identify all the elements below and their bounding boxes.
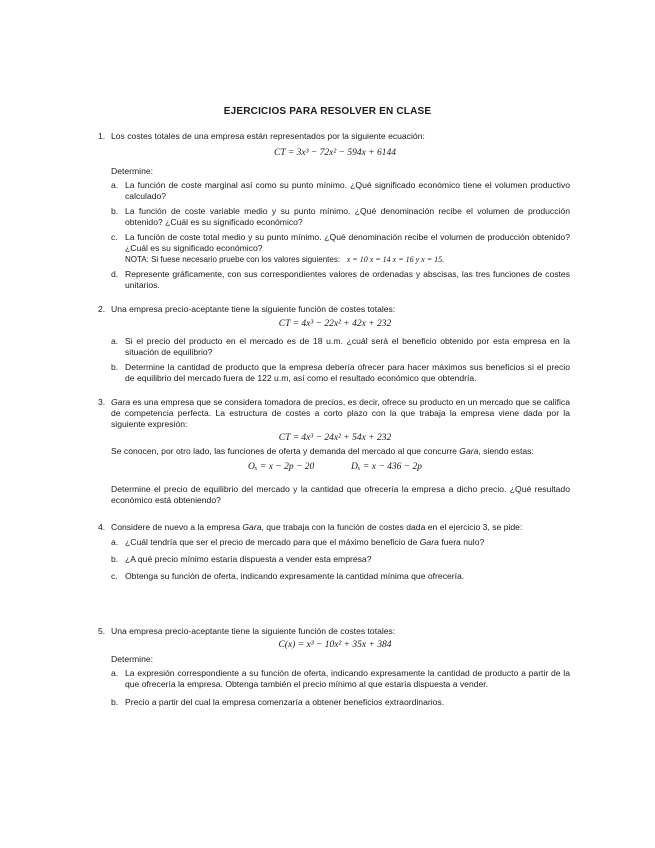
question-item [100,554,570,565]
item-text: Represente gráficamente, con sus correspondientes valores de ordenadas y abscisas, las tres funciones de costes unitarios. [125,269,570,290]
item-text: ¿A qué precio mínimo estaría dispuesta a vender esta empresa? [125,554,372,564]
company-name: Gara [242,522,262,532]
market-text-part: , siendo estas: [478,446,534,456]
question-item [100,232,570,265]
item-letter: b. [111,554,119,564]
item-text: ¿Cuál tendría que ser el precio de mercado para que el máximo beneficio de [125,537,420,547]
exercise-number: 5. [98,626,106,636]
item-text: La función de coste variable medio y su punto mínimo. ¿Qué denominación recibe el volumen de producción obtenido? ¿Cuál es su significado económico? [125,206,570,227]
question-item [100,537,570,548]
determine-label: Determine: [111,654,154,664]
exercise-statement: , que trabaja con la función de costes dada en el ejercicio 3, se pide: [261,522,523,532]
company-name: Gara [111,397,131,407]
question-item [100,571,570,582]
item-text: La función de coste marginal así como su punto mínimo. ¿Qué significado económico tiene el volumen productivo calculado? [125,180,570,201]
cost-equation: C(x) = x³ − 10x² + 35x + 384 [278,640,392,650]
question-item [100,697,570,708]
market-text-part: Se conocen, por otro lado, las funciones de oferta y demanda del mercado al que concurre [111,446,460,456]
item-text: La expresión correspondiente a su función de oferta, indicando expresamente la cantidad de producto a partir de la que ofrecería la empresa. Obtenga también el precio mínimo al que estaría dispuesta a vender. [125,668,570,689]
item-letter: c. [111,571,118,581]
question-list [100,537,570,582]
item-text: La función de coste total medio y su punto mínimo. ¿Qué denominación recibe el volumen de producción obtenido? ¿Cuál es su significado económico? [125,232,570,253]
item-letter: a. [111,336,119,346]
note-values: x = 10 x = 14 x = 16 y x = 15. [346,255,445,264]
exercise-statement: Los costes totales de una empresa están representados por la siguiente ecuación: [111,131,425,141]
demand-equation: Dₓ = x − 436 − 2p [351,462,423,472]
page-title: EJERCICIOS PARA RESOLVER EN CLASE [223,106,432,117]
item-text: Precio a partir del cual la empresa comenzaría a obtener beneficios extraordinarios. [125,697,445,707]
exercise-2 [100,304,570,388]
item-text: fuera nulo? [438,537,485,547]
exercise-number: 3. [98,397,106,407]
cost-equation: CT = 4x³ − 22x² + 42x + 232 [278,319,392,329]
question-item [100,668,570,690]
item-letter: a. [111,537,119,547]
question-list [100,336,570,384]
item-letter: a. [111,668,119,678]
item-letter: c. [111,232,118,242]
company-name: Gara [459,446,479,456]
question-item [100,180,570,202]
question-list [100,668,570,708]
supply-equation: Oₓ = x − 2p − 20 [247,462,315,472]
item-letter: b. [111,362,119,372]
cost-equation: CT = 4x³ − 24x² + 54x + 232 [278,433,392,443]
item-letter: b. [111,697,119,707]
exercise-statement: es una empresa que se considera tomadora de precios, es decir, ofrece su producto en un mercado que se califica de competencia perfecta. La estructura de costes a corto plazo con la que trabaja la empresa viene dada por la siguiente expresión: [111,397,570,429]
exercise-3 [100,397,570,506]
market-equations [100,462,570,473]
exercise-5 [100,626,570,712]
determine-label: Determine: [111,166,154,176]
exercise-statement: Una empresa precio-aceptante tiene la siguiente función de costes totales: [111,626,396,636]
exercise-statement: Una empresa precio-aceptante tiene la siguiente función de costes totales: [111,304,396,314]
note-text [125,254,570,265]
note-label: NOTA: Si fuese necesario pruebe con los valores siguientes: [125,255,341,264]
cost-equation: CT = 3x³ − 72x² − 594x + 6144 [274,148,396,158]
exercise-question: Determine el precio de equilibrio del mercado y la cantidad que ofrecería la empresa a dicho precio. ¿Qué resultado económico está obteniendo? [111,484,570,505]
exercise-number: 4. [98,522,106,532]
market-text [100,446,570,457]
item-letter: d. [111,269,119,279]
question-item [100,362,570,384]
question-item [100,269,570,291]
exercise-4 [100,522,570,586]
item-text: Determine la cantidad de producto que la empresa debería ofrecer para hacer máximos sus beneficios si el precio de equilibrio del mercado fuera de 122 u.m, así como el resultado económico que obtendría. [125,362,570,383]
question-list [100,180,570,291]
item-text: Si el precio del producto en el mercado es de 18 u.m. ¿cuál será el beneficio obtenido por esta empresa en la situación de equilibrio? [125,336,570,357]
item-text: Obtenga su función de oferta, indicando expresamente la cantidad mínima que ofrecería. [125,571,465,581]
question-item [100,336,570,358]
exercise-1 [100,131,570,295]
item-letter: a. [111,180,119,190]
item-letter: b. [111,206,119,216]
question-item [100,206,570,228]
exercise-statement: Considere de nuevo a la empresa [111,522,243,532]
exercise-number: 1. [98,131,106,141]
company-name: Gara [419,537,439,547]
exercise-number: 2. [98,304,106,314]
